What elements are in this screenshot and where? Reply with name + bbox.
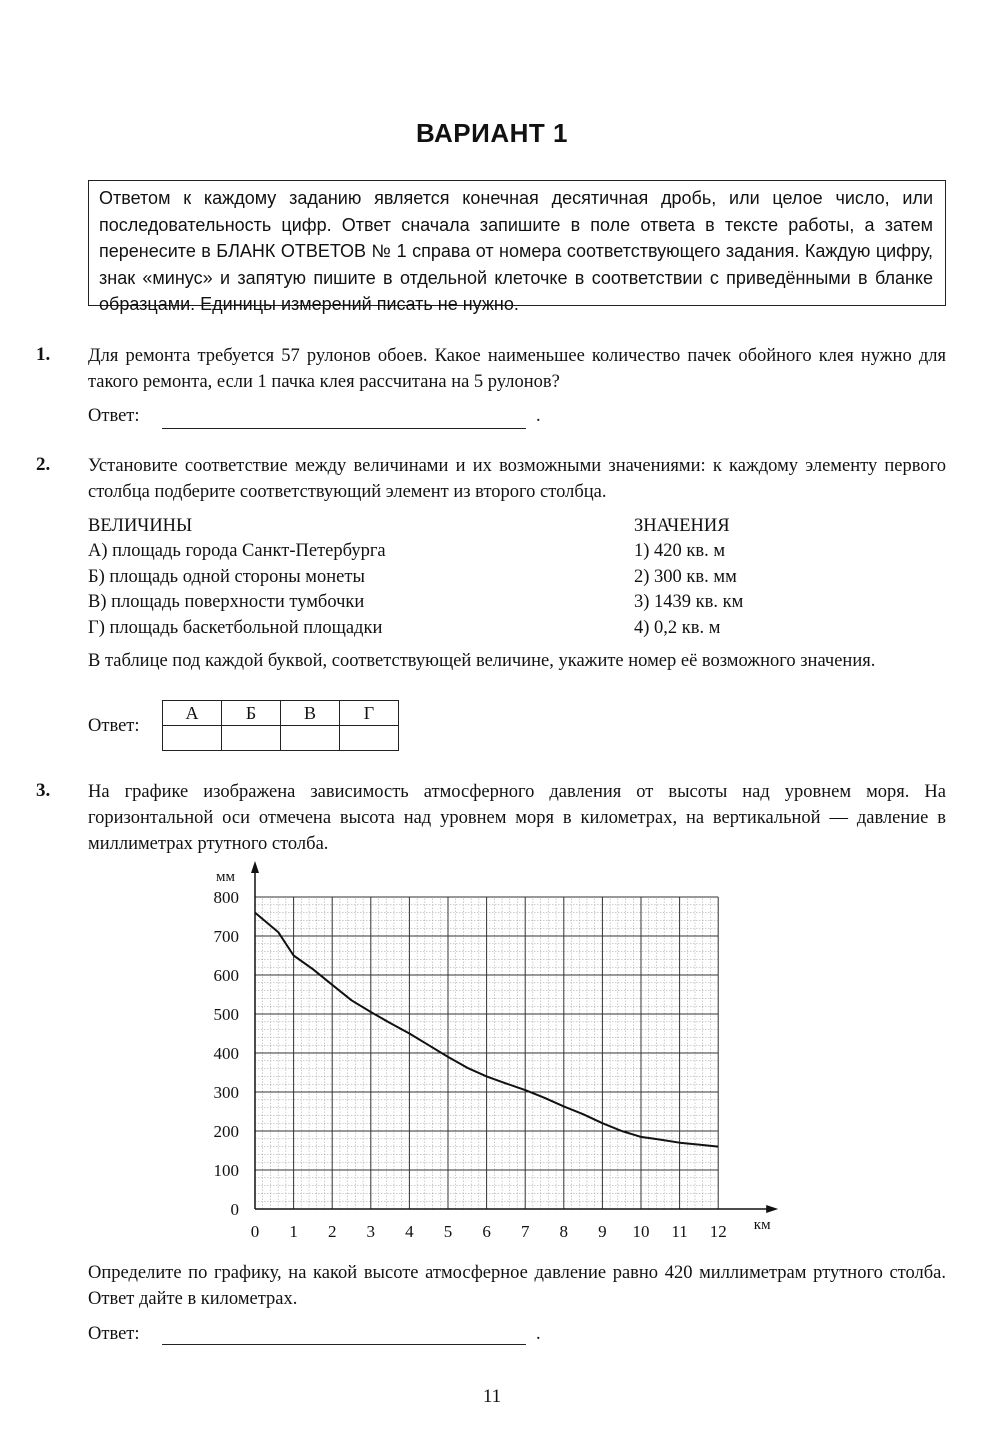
- y-tick-label: 600: [213, 966, 239, 985]
- q1-answer-dot: .: [536, 406, 541, 426]
- page-number: 11: [482, 1386, 502, 1407]
- x-tick-label: 1: [289, 1222, 298, 1241]
- y-tick-label: 100: [213, 1161, 239, 1180]
- q2-right-header: ЗНАЧЕНИЯ: [634, 516, 730, 536]
- y-axis-arrow: [251, 861, 259, 873]
- q2-table-header: А: [163, 701, 222, 726]
- q2-right-item: 3) 1439 кв. км: [634, 592, 744, 612]
- q2-answer-cell[interactable]: [281, 726, 340, 751]
- q2-left-item: В) площадь поверхности тумбочки: [88, 592, 365, 612]
- q2-table-header: В: [281, 701, 340, 726]
- y-tick-label: 400: [213, 1044, 239, 1063]
- x-tick-label: 2: [327, 1222, 337, 1241]
- q3-answer-dot: .: [536, 1324, 541, 1344]
- x-tick-label: 11: [671, 1222, 688, 1241]
- x-tick-label: 4: [405, 1222, 414, 1241]
- q2-left-item: Б) площадь одной стороны монеты: [88, 567, 365, 587]
- page-title: ВАРИАНТ 1: [416, 118, 568, 148]
- q1-answer-field[interactable]: [162, 428, 526, 429]
- x-tick-label: 7: [520, 1222, 530, 1241]
- q1-text: Для ремонта требуется 57 рулонов обоев. Какое наименьшее количество пачек обойного клея нужно для такого ремонта, если 1 пачка клея рассчитана на 5 рулонов?: [88, 346, 946, 392]
- q2-text: Установите соответствие между величинами и их возможными значениями: к каждому элементу первого столбца подберите соответствующий элемент из второго столбца.: [88, 456, 946, 502]
- y-tick-label: 300: [213, 1083, 239, 1102]
- x-tick-label: 6: [482, 1222, 491, 1241]
- q2-left-item: Г) площадь баскетбольной площадки: [88, 618, 383, 638]
- x-tick-label: 12: [709, 1222, 727, 1241]
- q2-right-item: 2) 300 кв. мм: [634, 567, 737, 587]
- q2-number: 2.: [36, 454, 51, 475]
- q2-right-item: 1) 420 кв. м: [634, 541, 726, 561]
- q2-answer-label: Ответ:: [88, 716, 140, 736]
- x-tick-label: 8: [559, 1222, 569, 1241]
- y-axis-label: мм: [216, 869, 235, 885]
- instruction-box: Ответом к каждому заданию является конечная десятичная дробь, или целое число, или последовательность цифр. Ответ сначала запишите в поле ответа в тексте работы, а затем перенесите в БЛАНК ОТВЕТОВ № 1 справа от номера соответствующего задания. Каждую цифру, знак «минус» и запятую пишите в отдельной клеточке в соответствии с приведёнными в бланке образцами. Единицы измерений писать не нужно.: [88, 180, 946, 306]
- q3-answer-label: Ответ:: [88, 1324, 140, 1344]
- q2-table-header: Б: [222, 701, 281, 726]
- q2-answer-table: [162, 700, 399, 751]
- q1-answer-label: Ответ:: [88, 406, 140, 426]
- pressure-chart: [180, 855, 800, 1260]
- x-tick-label: 9: [598, 1222, 607, 1241]
- q2-left-item: А) площадь города Санкт-Петербурга: [88, 541, 386, 561]
- q3-question: Определите по графику, на какой высоте атмосферное давление равно 420 миллиметрам ртутного столба. Ответ дайте в километрах.: [88, 1263, 946, 1309]
- y-tick-label: 0: [230, 1200, 239, 1219]
- q2-table-instruction: В таблице под каждой буквой, соответствующей величине, укажите номер её возможного значения.: [88, 651, 876, 671]
- x-tick-label: 0: [250, 1222, 260, 1241]
- pressure-chart-svg: [180, 855, 800, 1255]
- x-axis-label: км: [753, 1217, 771, 1233]
- q2-table-header: Г: [340, 701, 399, 726]
- x-tick-label: 3: [366, 1222, 376, 1241]
- y-tick-label: 800: [213, 888, 239, 907]
- x-axis-arrow: [766, 1205, 778, 1213]
- q3-text: На графике изображена зависимость атмосферного давления от высоты над уровнем моря. На горизонтальной оси отмечена высота над уровнем моря в километрах, на вертикальной — давление в миллиметрах ртутного столба.: [88, 782, 946, 854]
- q3-answer-field[interactable]: [162, 1344, 526, 1345]
- q2-answer-cell[interactable]: [222, 726, 281, 751]
- y-tick-label: 200: [213, 1122, 239, 1141]
- q2-left-header: ВЕЛИЧИНЫ: [88, 516, 193, 536]
- q2-answer-table-wrap: [162, 700, 399, 751]
- y-tick-label: 700: [213, 927, 239, 946]
- y-tick-label: 500: [213, 1005, 239, 1024]
- q2-right-item: 4) 0,2 кв. м: [634, 618, 721, 638]
- q2-answer-cell[interactable]: [340, 726, 399, 751]
- q3-number: 3.: [36, 780, 51, 801]
- q1-number: 1.: [36, 344, 51, 365]
- x-tick-label: 5: [443, 1222, 453, 1241]
- q2-answer-cell[interactable]: [163, 726, 222, 751]
- x-tick-label: 10: [632, 1222, 650, 1241]
